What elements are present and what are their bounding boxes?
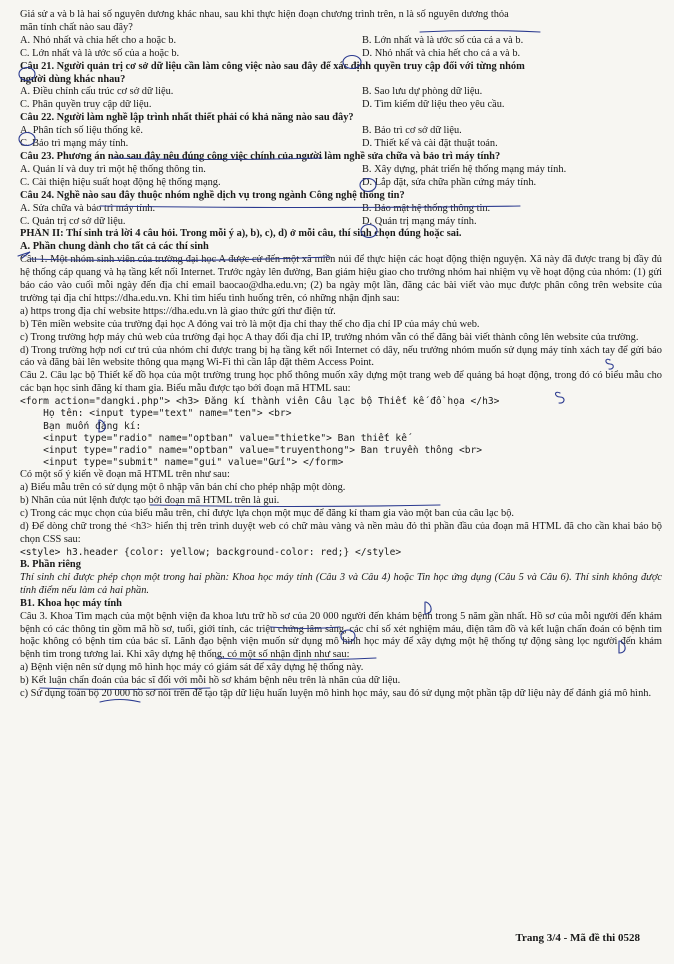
section-b-note: Thí sinh chỉ được phép chọn một trong hai phần: Khoa học máy tính (Câu 3 và Câu 4) hoặc Tin học ứng dụng (Câu 5 và Câu 6). Thí sinh không được tính điểm nếu làm cả hai phần. (20, 571, 662, 596)
part-2-heading: PHẦN II: Thí sinh trả lời 4 câu hỏi. Trong mỗi ý a), b), c), d) ở mỗi câu, thí sinh chọn đúng hoặc sai. (20, 228, 462, 240)
option-a: A. Quản lí và duy trì một hệ thống thông tin. (20, 163, 206, 175)
question-stem-line: Câu 21. Người quản trị cơ sở dữ liệu cần làm công việc nào sau đây để xác định quyền truy cập đối với từng nhóm (20, 60, 525, 72)
question-stem: Câu 1. Một nhóm sinh viên của trường đại học A được cử đến một xã miền núi để thực hiện các hoạt động thiện nguyện. Xã này đã được trang bị đầy đủ hệ thống cáp quang và hạ tầng kết nối Internet. Trước ngày lên đường, Ban giám hiệu giao cho trưởng nhóm hai nhiệm vụ về hoạt động của nhóm: (1) gửi báo cáo vào cuối mỗi ngày đến địa chỉ email baocao@dha.edu.vn; (2) ba ngày một lần, đăng các bài viết vào mục được phân công trên website của trường tại địa chỉ https://dha.edu.vn. Khi tìm hiểu tình huống trên, có những nhận định sau: (20, 254, 662, 304)
statement-a: a) https trong địa chỉ website https://dha.edu.vn là giao thức gửi thư điện tử. (20, 305, 336, 317)
question-22 (20, 112, 662, 151)
question-stem-line: Giả sử a và b là hai số nguyên dương khác nhau, sau khi thực hiện đoạn chương trình trên, n là số nguyên dương thỏa (20, 9, 509, 20)
option-c: C. Quản trị cơ sở dữ liệu. (20, 215, 126, 227)
code-line: <input type="submit" name="gui" value="Gửi"> </form> (20, 457, 344, 469)
question-2 (20, 370, 662, 559)
statement-b: b) Kết luận chẩn đoán của bác sĩ đối với mỗi hồ sơ khám bệnh nêu trên là nhãn của dữ liệu. (20, 675, 401, 687)
option-b: B. Xây dựng, phát triển hệ thống mạng máy tính. (362, 163, 567, 175)
css-code-line: <style> h3.header {color: yellow; background-color: red;} </style> (20, 546, 402, 558)
option-a: A. Điều chỉnh cấu trúc cơ sở dữ liệu. (20, 86, 174, 98)
code-line: Bạn muốn đăng kí: (20, 420, 142, 432)
option-d: D. Nhỏ nhất và chia hết cho cả a và b. (362, 47, 521, 59)
question-1 (20, 254, 662, 370)
statement-a: a) Bệnh viện nên sử dụng mô hình học máy có giám sát để xây dựng hệ thống này. (20, 662, 364, 674)
statement-d: d) Để dòng chữ trong thẻ <h3> hiển thị trên trình duyệt web có chữ màu vàng và nền màu đỏ thì phần đầu của đoạn mã HTML đã cho cần khai báo bộ chọn CSS sau: (20, 521, 662, 545)
option-b: B. Bảo trì cơ sở dữ liệu. (362, 125, 462, 137)
question-3 (20, 611, 662, 701)
question-stem: Câu 3. Khoa Tim mạch của một bệnh viện đa khoa lưu trữ hồ sơ của 20 000 người đến khám bệnh trong 5 năm gần nhất. Hồ sơ của mỗi người đến khám bệnh có các thông tin gồm mã hồ sơ, tuổi, giới tính, các triệu chứng lâm sàng, các chỉ số xét nghiệm máu, điện tâm đồ và kết luận chẩn đoán có bệnh tim hoặc không có bệnh tim của bác sĩ. Lãnh đạo bệnh viện muốn sử dụng mô hình học máy để xây dựng một hệ thống tự động sàng lọc người đến khám bệnh tim trong tương lai. Khi xây dựng hệ thống, có một số nhận định như sau: (20, 610, 662, 661)
code-line: <input type="radio" name="optban" value="thietke"> Ban thiết kế (20, 432, 407, 444)
option-c: C. Bảo trì mạng máy tính. (20, 138, 129, 150)
options-row (20, 138, 662, 151)
option-d: D. Lắp đặt, sửa chữa phần cứng máy tính. (362, 176, 537, 188)
page-footer: Trang 3/4 - Mã đề thi 0528 (515, 932, 640, 944)
option-a: A. Sửa chữa và bảo trì máy tính. (20, 202, 156, 214)
option-a: A. Phân tích số liệu thống kê. (20, 125, 143, 137)
option-a: A. Nhỏ nhất và chia hết cho a hoặc b. (20, 34, 177, 46)
option-b: B. Bảo mật hệ thống thông tin. (362, 202, 491, 214)
code-line: <form action="dangki.php"> <h3> Đăng kí thành viên Câu lạc bộ Thiết kế đồ họa </h3> (20, 396, 500, 408)
statement-a: a) Biểu mẫu trên có sử dụng một ô nhập văn bản chỉ cho phép nhập một dòng. (20, 482, 346, 494)
code-line: <input type="radio" name="optban" value="truyenthong"> Ban truyền thông <br> (20, 445, 483, 456)
question-stem: Câu 24. Nghề nào sau đây thuộc nhóm nghề dịch vụ trong ngành Công nghệ thông tin? (20, 189, 405, 201)
question-stem: Câu 23. Phương án nào sau đây nêu đúng công việc chính của người làm nghề sửa chữa và bảo trì máy tính? (20, 150, 501, 162)
statement-b: b) Tên miền website của trường đại học A đóng vai trò là một địa chỉ thay thế cho địa chỉ IP của máy chủ web. (20, 318, 480, 330)
options-row (20, 48, 662, 61)
statement-d: d) Trong trường hợp nơi cư trú của nhóm chỉ được trang bị hạ tầng kết nối Internet có dây, nếu trưởng nhóm muốn sử dụng máy tính xách tay để gửi báo cáo và đăng bài lên website thông qua mạng Wi-Fi thì cần lắp đặt thêm Access Point. (20, 344, 662, 369)
question-23 (20, 151, 662, 190)
question-20-tail (20, 9, 662, 61)
section-a-heading: A. Phần chung dành cho tất cả các thí sinh (20, 241, 209, 253)
option-b: B. Sao lưu dự phòng dữ liệu. (362, 86, 483, 98)
statements-intro: Có một số ý kiến về đoạn mã HTML trên như sau: (20, 469, 230, 481)
option-d: D. Tìm kiếm dữ liệu theo yêu cầu. (362, 99, 505, 111)
statement-c: c) Sử dụng toàn bộ 20 000 hồ sơ nói trên để tạo tập dữ liệu huấn luyện mô hình học máy, sau đó sử dụng một phần tập dữ liệu này để đánh giá mô hình. (20, 688, 652, 700)
option-b: B. Lớn nhất và là ước số của cả a và b. (362, 34, 524, 46)
question-stem-line: người dùng khác nhau? (20, 73, 126, 85)
question-stem: Câu 22. Người làm nghề lập trình nhất thiết phải có khả năng nào sau đây? (20, 112, 354, 124)
options-row (20, 86, 662, 99)
options-row (20, 203, 662, 216)
section-b1-heading: B1. Khoa học máy tính (20, 597, 122, 609)
options-row (20, 177, 662, 190)
html-code-block (20, 396, 662, 469)
options-row (20, 125, 662, 138)
question-24 (20, 190, 662, 229)
option-c: C. Lớn nhất và là ước số của a hoặc b. (20, 47, 180, 59)
code-line: Họ tên: <input type="text" name="ten"> <br> (20, 408, 292, 420)
question-21 (20, 61, 662, 113)
options-row (20, 164, 662, 177)
option-d: D. Thiết kế và cài đặt thuật toán. (362, 138, 498, 150)
statement-c: c) Trong trường hợp máy chủ web của trường đại học A thay đổi địa chỉ IP, trưởng nhóm vẫn có thể đăng bài viết thành công lên website của trường. (20, 331, 639, 343)
option-c: C. Cài thiện hiệu suất hoạt động hệ thống mạng. (20, 176, 221, 188)
statement-c: c) Trong các mục chọn của biểu mẫu trên, chỉ được lựa chọn một mục để đăng kí tham gia vào một ban của câu lạc bộ. (20, 508, 514, 520)
option-d: D. Quản trị mạng máy tính. (362, 215, 477, 227)
section-b-heading: B. Phần riêng (20, 559, 81, 571)
question-stem-line: mãn tính chất nào sau đây? (20, 21, 133, 33)
question-stem: Câu 2. Câu lạc bộ Thiết kế đồ họa của một trường trung học phổ thông muốn xây dựng một trang web để quảng bá hoạt động, trong đó có biểu mẫu cho các bạn học sinh đăng kí tham gia. Biểu mẫu được tạo bởi đoạn mã HTML sau: (20, 370, 662, 395)
option-c: C. Phân quyền truy cập dữ liệu. (20, 99, 152, 111)
statement-b: b) Nhãn của nút lệnh được tạo bởi đoạn mã HTML trên là gui. (20, 495, 280, 507)
options-row (20, 99, 662, 112)
options-row (20, 35, 662, 48)
options-row (20, 216, 662, 229)
